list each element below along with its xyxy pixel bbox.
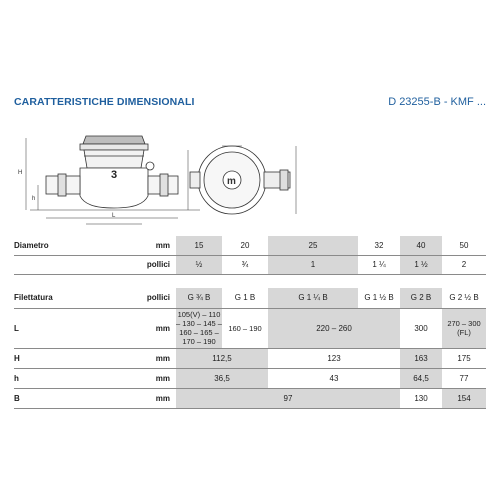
l-label: L [14,308,134,348]
h-cell-40: 163 [400,348,442,368]
dim-hh-label: h [32,196,36,202]
hh-cell-25-32: 43 [268,368,400,388]
h-cell-25-32: 123 [268,348,400,368]
diam-cell: 25 [268,236,358,255]
b-cell-50: 154 [442,388,486,408]
logo-letter: m [227,176,236,187]
diam-cell: 40 [400,236,442,255]
header-title: CARATTERISTICHE DIMENSIONALI [14,96,195,108]
thread-cell: G 2 ½ B [442,288,486,308]
b-cell-40: 130 [400,388,442,408]
hh-unit: mm [134,368,176,388]
inch-cell: 1 ¼ [358,255,400,274]
thread-cell: G ¾ B [176,288,222,308]
b-cell-15-32: 97 [176,388,400,408]
meter-drawing [0,118,500,230]
diam-cell: 50 [442,236,486,255]
l-cell-15: 105(V) – 110 – 130 – 145 – 160 – 165 – 170 – 190 [176,310,222,346]
diameter-table [14,236,486,275]
inch-cell: 2 [442,255,486,274]
b-label: B [14,388,134,408]
dim-h-label: H [18,170,23,176]
thread-cell: G 1 ½ B [358,288,400,308]
filettatura-label: Filettatura [14,288,134,308]
hh-cell-50: 77 [442,368,486,388]
pollici-unit: pollici [134,255,176,274]
h-unit: mm [134,348,176,368]
dimensions-table [14,288,486,409]
l-cell-40: 300 [400,308,442,348]
counter-digit: 3 [111,169,118,181]
thread-cell: G 1 ¼ B [268,288,358,308]
diametro-unit: mm [134,236,176,255]
inch-cell: 1 ½ [400,255,442,274]
diametro-label: Diametro [14,236,134,255]
inch-cell: ¾ [222,255,268,274]
h-label: H [14,348,134,368]
hh-cell-15-20: 36,5 [176,368,268,388]
diam-cell: 15 [176,236,222,255]
dim-l-label: L [112,213,116,219]
header-code: D 23255-B - KMF ... [388,96,486,108]
thread-cell: G 2 B [400,288,442,308]
l-cell-50: 270 – 300 (FL) [442,308,486,348]
thread-cell: G 1 B [222,288,268,308]
hh-cell-40: 64,5 [400,368,442,388]
h-cell-15-20: 112,5 [176,348,268,368]
inch-cell: ½ [176,255,222,274]
top-view [190,146,296,214]
hh-label: h [14,368,134,388]
inch-cell: 1 [268,255,358,274]
diam-cell: 32 [358,236,400,255]
l-unit: mm [134,308,176,348]
h-cell-50: 175 [442,348,486,368]
diam-cell: 20 [222,236,268,255]
filettatura-unit: pollici [134,288,176,308]
b-unit: mm [134,388,176,408]
l-cell-25-32: 220 – 260 [268,308,400,348]
l-cell-20: 160 – 190 [222,308,268,348]
